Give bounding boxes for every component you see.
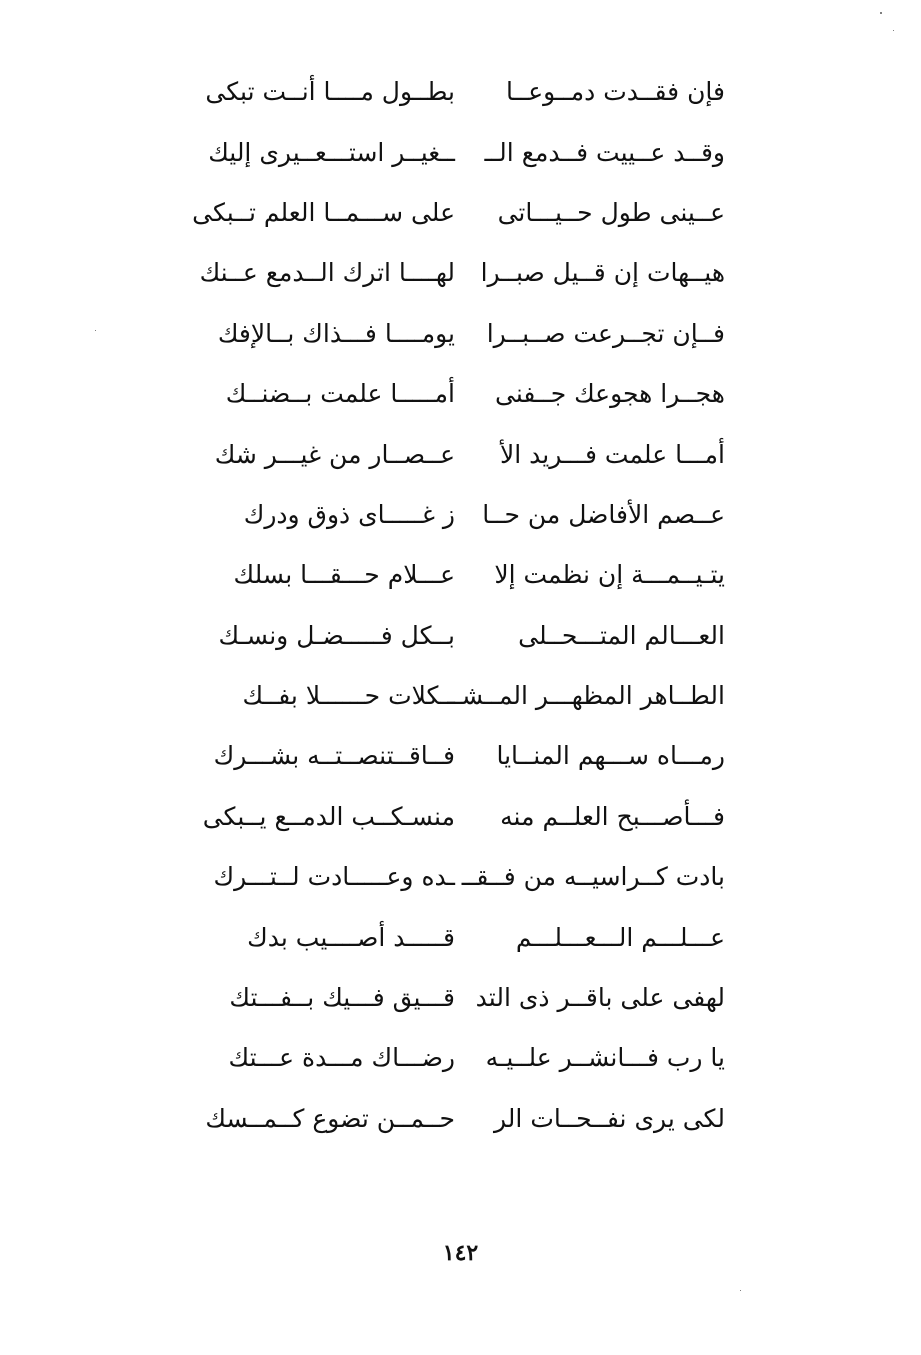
verse-16 — [150, 968, 750, 1028]
verse-first-hemistich: عـــلـــم الـــعـــلـــم — [515, 922, 725, 952]
verse-1 — [150, 62, 750, 122]
verse-first-hemistich: الطــاهر المظهـــر المــشــ — [447, 681, 725, 711]
verse-first-hemistich: فــإن تجــرعت صــبــرا — [486, 318, 725, 348]
verse-second-hemistich: قـــــد أصــــيب بدك — [247, 922, 455, 952]
verse-second-hemistich: عــصــار من غيـــر شك — [214, 439, 455, 469]
scan-speck — [893, 30, 894, 31]
verse-first-hemistich: هجــرا هجوعك جــفنى — [495, 379, 725, 409]
verse-14 — [150, 847, 750, 907]
verse-first-hemistich: لهفى على باقــر ذى التد — [475, 983, 725, 1013]
verse-second-hemistich: بــكل فـــــضـل ونسـك — [218, 620, 455, 650]
scan-speck — [740, 1290, 741, 1291]
verse-8 — [150, 485, 750, 545]
verse-second-hemistich: أمـــــا علمت بــضنــك — [225, 379, 455, 409]
verse-first-hemistich: أمـــا علمت فـــريد الأ — [500, 439, 725, 469]
verse-first-hemistich: فـــأصـــبح العلــم منه — [500, 801, 725, 831]
verse-17 — [150, 1028, 750, 1088]
verse-18 — [150, 1089, 750, 1149]
verse-5 — [150, 304, 750, 364]
verse-13 — [150, 787, 750, 847]
verse-9 — [150, 545, 750, 605]
verse-10 — [150, 606, 750, 666]
verse-second-hemistich: على ســـمــا العلم تــبكى — [192, 197, 455, 227]
verse-first-hemistich: عــينى طول حــيـــاتى — [497, 197, 725, 227]
verse-second-hemistich: منسـكــب الدمــع يــبكى — [202, 801, 455, 831]
page-number: ١٤٢ — [442, 1240, 479, 1266]
verse-3 — [150, 183, 750, 243]
verse-second-hemistich: بطــول مــــا أنــت تبكى — [205, 77, 455, 107]
verse-second-hemistich: ز غـــــاى ذوق ودرك — [243, 499, 455, 529]
verse-first-hemistich: هيــهات إن قــيل صبــرا — [480, 258, 725, 288]
verse-first-hemistich: لكى يرى نفــحــات الر — [494, 1103, 725, 1133]
verse-4 — [150, 243, 750, 303]
verse-15 — [150, 907, 750, 967]
verse-7 — [150, 424, 750, 484]
verse-first-hemistich: عــصم الأفاضل من حــا — [482, 499, 725, 529]
verse-6 — [150, 364, 750, 424]
verse-second-hemistich: لهــــا اترك الــدمع عــنك — [199, 258, 455, 288]
verse-second-hemistich: ــكلات حــــــلا بفــك — [242, 681, 455, 711]
verse-first-hemistich: فإن فقــدت دمــوعــا — [506, 77, 725, 107]
scan-speck — [95, 330, 96, 331]
verse-second-hemistich: قـــيق فـــيك بــفـــتك — [229, 983, 455, 1013]
verse-second-hemistich: يومــــا فـــذاك بــالإفك — [217, 318, 455, 348]
verse-second-hemistich: حــمــن تضوع كــمــسك — [205, 1103, 455, 1133]
verse-first-hemistich: بادت كــراسيــه من فــقــ — [461, 862, 725, 892]
verse-first-hemistich: يتـيــمـــة إن نظمت إلا — [494, 560, 725, 590]
verse-first-hemistich: وقــد عــييت فــدمع الــ — [484, 137, 725, 167]
verse-second-hemistich: فــاقــتنصــتــه بشـــرك — [213, 741, 455, 771]
poem-block — [150, 62, 750, 1149]
verse-second-hemistich: ــغيــر استـــعــيرى إليك — [208, 137, 455, 167]
scan-speck — [880, 12, 882, 14]
verse-2 — [150, 122, 750, 182]
verse-first-hemistich: يا رب فـــانشــر علــيـه — [485, 1043, 725, 1073]
verse-11 — [150, 666, 750, 726]
verse-first-hemistich: العـــالم المتـــحــلى — [518, 620, 725, 650]
verse-second-hemistich: ـده وعـــــادت لــتـــرك — [213, 862, 455, 892]
verse-first-hemistich: رمـــاه ســـهم المنــايا — [496, 741, 725, 771]
verse-second-hemistich: عـــلام حـــقـــا بسلك — [233, 560, 455, 590]
verse-12 — [150, 726, 750, 786]
verse-second-hemistich: رضـــاك مـــدة عـــتك — [228, 1043, 455, 1073]
